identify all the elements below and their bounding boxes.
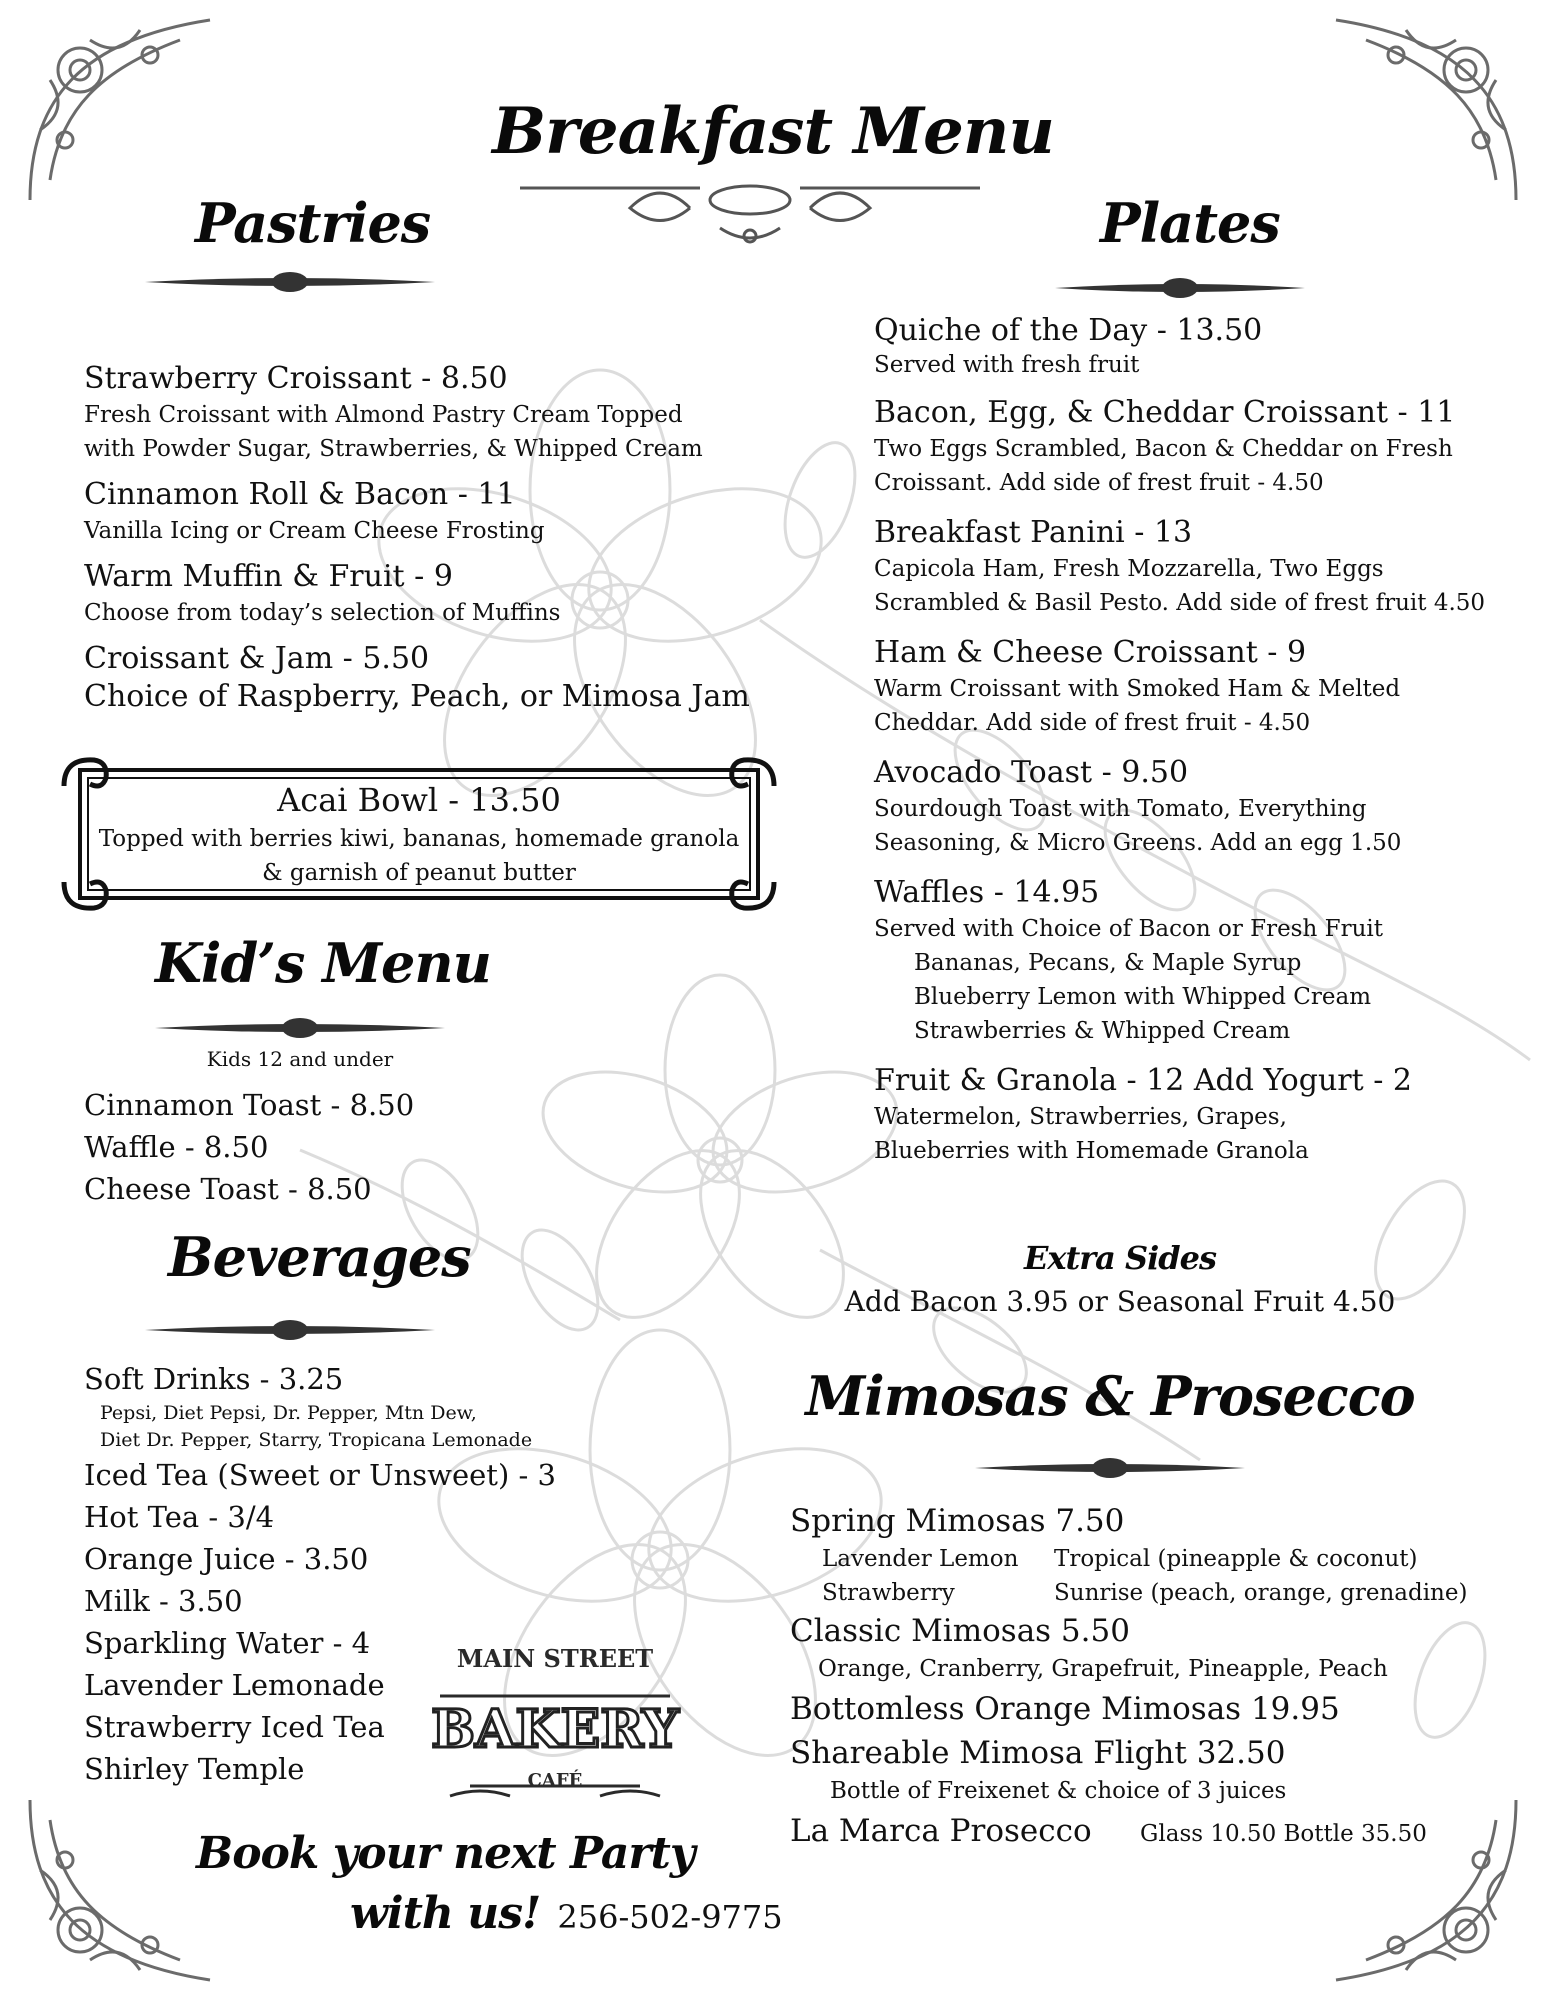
menu-item-desc: Watermelon, Strawberries, Grapes, [874, 1104, 1287, 1130]
beverage-item: Lavender Lemonade [84, 1668, 385, 1702]
menu-item [874, 634, 1485, 740]
beverage-item: Hot Tea - 3/4 [84, 1500, 275, 1534]
menu-item-desc: Fresh Croissant with Almond Pastry Cream Topped [84, 402, 683, 428]
kids-item: Waffle - 8.50 [84, 1130, 269, 1164]
corner-ornament-bottom-left [20, 1790, 220, 1990]
menu-item-title: Fruit & Granola - 12 Add Yogurt - 2 [874, 1063, 1412, 1098]
corner-ornament-top-left [20, 10, 220, 210]
mimosas-list [790, 1500, 1510, 1854]
spring-flavors [790, 1542, 1510, 1610]
menu-item-title: Strawberry Croissant - 8.50 [84, 361, 508, 396]
menu-item-title: Bacon, Egg, & Cheddar Croissant - 11 [874, 395, 1456, 430]
beverages-heading: Beverages [168, 1225, 471, 1289]
menu-item [84, 640, 750, 716]
mimosa-flight-desc: Bottle of Freixenet & choice of 3 juices [830, 1778, 1287, 1804]
menu-item [84, 476, 750, 548]
mimosa-flight-title: Shareable Mimosa Flight 32.50 [790, 1735, 1286, 1771]
spring-flavor: Lavender Lemon [822, 1546, 1019, 1572]
waffle-option: Strawberries & Whipped Cream [914, 1018, 1291, 1044]
spring-flavors-left [790, 1542, 1054, 1610]
prosecco-price: Glass 10.50 Bottle 35.50 [1140, 1821, 1427, 1847]
pastries-divider [145, 270, 435, 294]
spring-flavor: Strawberry [822, 1580, 955, 1606]
plates-list [874, 312, 1485, 1168]
menu-item-desc: with Powder Sugar, Strawberries, & Whipped Cream [84, 436, 703, 462]
menu-item [874, 754, 1485, 860]
title-flourish-ornament [520, 178, 980, 248]
menu-item-desc: Vanilla Icing or Cream Cheese Frosting [84, 518, 545, 544]
menu-item [84, 558, 750, 630]
page-title: Breakfast Menu [492, 94, 1054, 169]
menu-item-desc: Served with fresh fruit [874, 352, 1140, 378]
menu-item-desc: Croissant. Add side of frest fruit - 4.50 [874, 470, 1324, 496]
booking-line-2-row [350, 1886, 783, 1942]
beverage-item: Sparkling Water - 4 [84, 1626, 371, 1660]
kids-divider [155, 1016, 445, 1040]
kids-note: Kids 12 and under [206, 1047, 394, 1071]
booking-phone: 256-502-9775 [557, 1898, 783, 1936]
mimosas-divider [975, 1456, 1245, 1480]
acai-title: Acai Bowl - 13.50 [277, 781, 561, 819]
menu-item-desc: Seasoning, & Micro Greens. Add an egg 1.50 [874, 830, 1402, 856]
spring-flavor: Sunrise (peach, orange, grenadine) [1054, 1580, 1468, 1606]
beverage-desc: Diet Dr. Pepper, Starry, Tropicana Lemonade [100, 1429, 533, 1451]
menu-item [874, 394, 1485, 500]
beverage-item: Shirley Temple [84, 1752, 305, 1786]
beverage-item: Strawberry Iced Tea [84, 1710, 385, 1744]
menu-item-desc: Two Eggs Scrambled, Bacon & Cheddar on Fresh [874, 436, 1453, 462]
extra-sides-text: Add Bacon 3.95 or Seasonal Fruit 4.50 [844, 1285, 1396, 1318]
beverage-item: Iced Tea (Sweet or Unsweet) - 3 [84, 1458, 556, 1492]
kids-list [84, 1084, 414, 1210]
menu-item [874, 312, 1485, 380]
beverages-divider [145, 1318, 435, 1342]
logo-text-main-street: MAIN STREET [456, 1644, 654, 1673]
classic-mimosas-desc: Orange, Cranberry, Grapefruit, Pineapple, Peach [818, 1656, 1388, 1682]
beverage-item: Orange Juice - 3.50 [84, 1542, 369, 1576]
plates-divider [1055, 276, 1305, 300]
menu-item-desc: Sourdough Toast with Tomato, Everything [874, 796, 1367, 822]
menu-item-title: Breakfast Panini - 13 [874, 515, 1193, 550]
menu-item [874, 1062, 1485, 1168]
waffle-option: Blueberry Lemon with Whipped Cream [914, 984, 1372, 1010]
menu-item-title: Croissant & Jam - 5.50 [84, 641, 430, 676]
menu-item-desc: Blueberries with Homemade Granola [874, 1138, 1309, 1164]
main-street-bakery-logo [430, 1636, 680, 1811]
menu-item-title: Waffles - 14.95 [874, 875, 1100, 910]
menu-item [84, 360, 750, 466]
menu-item [874, 514, 1485, 620]
menu-item-desc: Served with Choice of Bacon or Fresh Fruit [874, 916, 1383, 942]
menu-item-title: Ham & Cheese Croissant - 9 [874, 635, 1307, 670]
menu-item-desc: Warm Croissant with Smoked Ham & Melted [874, 676, 1401, 702]
acai-bowl-box [84, 778, 754, 890]
waffle-option: Bananas, Pecans, & Maple Syrup [914, 950, 1302, 976]
bottomless-mimosas: Bottomless Orange Mimosas 19.95 [790, 1691, 1340, 1727]
acai-desc: Topped with berries kiwi, bananas, homemade granola [98, 826, 740, 852]
spring-flavor: Tropical (pineapple & coconut) [1054, 1546, 1418, 1572]
beverage-item: Soft Drinks - 3.25 [84, 1362, 344, 1396]
logo-text-cafe: CAFÉ [527, 1770, 583, 1791]
acai-desc: & garnish of peanut butter [262, 860, 576, 886]
menu-item-desc: Choose from today’s selection of Muffins [84, 600, 561, 626]
kids-menu-heading: Kid’s Menu [155, 931, 491, 995]
menu-item-desc: Choice of Raspberry, Peach, or Mimosa Jam [84, 679, 750, 714]
menu-item-title: Cinnamon Roll & Bacon - 11 [84, 477, 516, 512]
logo-text-bakery: BAKERY [431, 1699, 679, 1760]
menu-item [874, 874, 1485, 1048]
menu-item-desc: Scrambled & Basil Pesto. Add side of frest fruit 4.50 [874, 590, 1486, 616]
prosecco-title: La Marca Prosecco [790, 1813, 1092, 1849]
beverage-desc: Pepsi, Diet Pepsi, Dr. Pepper, Mtn Dew, [100, 1402, 477, 1424]
kids-item: Cinnamon Toast - 8.50 [84, 1088, 415, 1122]
plates-heading: Plates [1100, 191, 1280, 255]
kids-item: Cheese Toast - 8.50 [84, 1172, 372, 1206]
menu-item-desc: Capicola Ham, Fresh Mozzarella, Two Eggs [874, 556, 1384, 582]
booking-line-2: with us! [350, 1888, 541, 1939]
spring-flavors-right [1054, 1542, 1467, 1610]
menu-item-title: Quiche of the Day - 13.50 [874, 313, 1263, 348]
mimosas-heading: Mimosas & Prosecco [805, 1364, 1415, 1428]
pastries-heading: Pastries [195, 191, 431, 255]
spring-mimosas-title: Spring Mimosas 7.50 [790, 1503, 1125, 1539]
corner-ornament-top-right [1326, 10, 1526, 210]
beverage-item: Milk - 3.50 [84, 1584, 243, 1618]
extra-sides-heading: Extra Sides [1024, 1239, 1216, 1277]
pastries-list [84, 360, 750, 716]
menu-item-title: Avocado Toast - 9.50 [874, 755, 1189, 790]
classic-mimosas-title: Classic Mimosas 5.50 [790, 1613, 1130, 1649]
prosecco-row [790, 1808, 1510, 1854]
menu-item-title: Warm Muffin & Fruit - 9 [84, 559, 453, 594]
menu-item-desc: Cheddar. Add side of frest fruit - 4.50 [874, 710, 1311, 736]
booking-line-1: Book your next Party [196, 1828, 695, 1879]
